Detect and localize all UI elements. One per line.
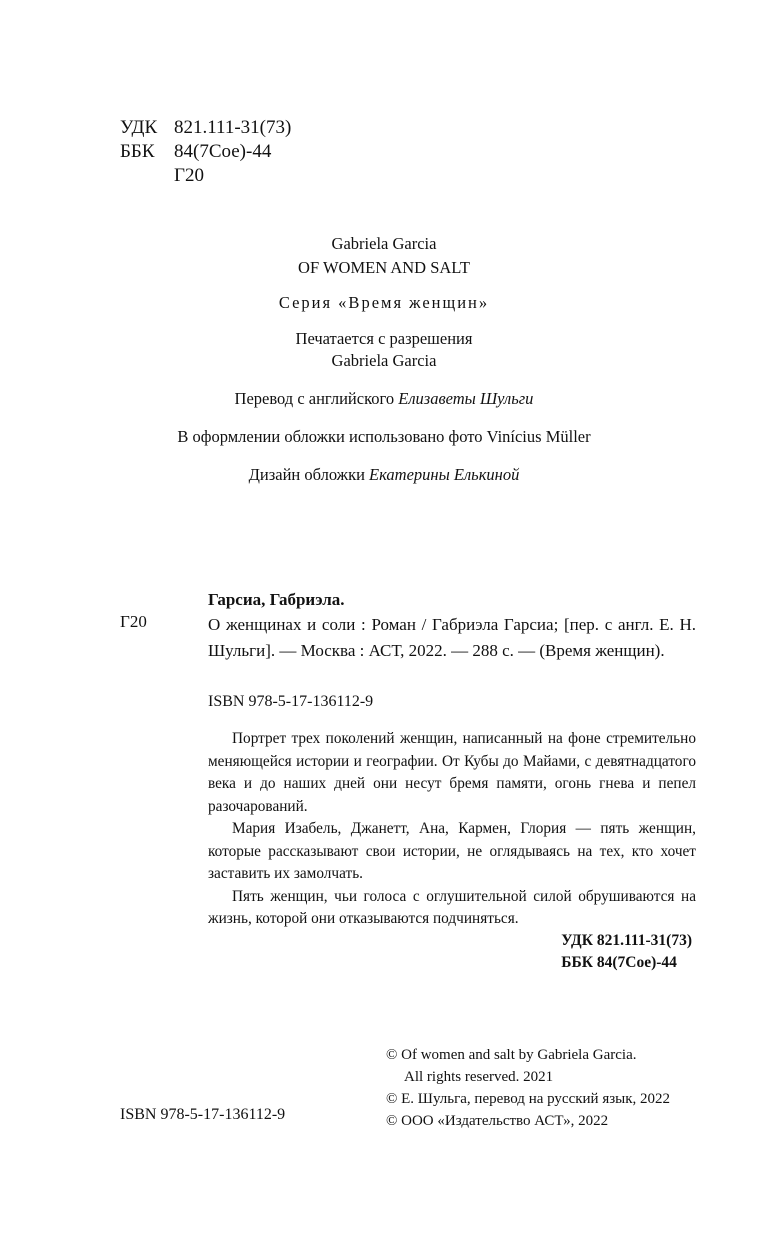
author-mark: Г20	[174, 165, 204, 186]
annotation-paragraph: Пять женщин, чьи голоса с оглушительной силой обрушиваются на жизнь, которой они отказываются подчиняться.	[208, 887, 696, 927]
copyright-block	[386, 1044, 670, 1132]
copyright-line: All rights reserved. 2021	[404, 1069, 554, 1085]
series-line: Серия «Время женщин»	[278, 293, 490, 312]
cover-design-prefix: Дизайн обложки	[248, 465, 370, 484]
original-title: OF WOMEN AND SALT	[298, 258, 470, 277]
udk-code: УДК 821.111-31(73)	[561, 932, 692, 949]
catalog-isbn: ISBN 978-5-17-136112-9	[208, 693, 374, 710]
isbn-bottom: ISBN 978-5-17-136112-9	[120, 1106, 286, 1123]
udk-label: УДК	[120, 117, 158, 138]
bbk-value: 84(7Сое)-44	[174, 141, 272, 162]
permission-line-2: Gabriela Garcia	[331, 351, 437, 370]
catalog-mark: Г20	[120, 612, 147, 631]
catalog-heading: Гарсиа, Габриэла.	[208, 590, 345, 609]
copyright-line: © Е. Шульга, перевод на русский язык, 2022	[386, 1091, 671, 1107]
original-author: Gabriela Garcia	[331, 234, 437, 253]
permission-line-1: Печатается с разрешения	[295, 329, 473, 348]
cover-photo-credit: В оформлении обложки использовано фото Vinícius Müller	[177, 427, 591, 446]
bbk-label: ББК	[120, 141, 155, 162]
copyright-line: © Of women and salt by Gabriela Garcia.	[386, 1047, 637, 1063]
classification-block	[561, 930, 692, 974]
udk-value: 821.111-31(73)	[174, 117, 292, 138]
annotation-paragraph: Мария Изабель, Джанетт, Ана, Кармен, Глория — пять женщин, которые рассказывают свои истории, не оглядываясь на тех, кто хочет заставить их замолчать.	[208, 820, 696, 882]
annotation-paragraph: Портрет трех поколений женщин, написанный на фоне стремительно меняющейся истории и географии. От Кубы до Майами, с девятнадцатого века и до наших дней они несут бремя памяти, огонь гнева и пепел разочарований.	[208, 730, 696, 815]
copyright-line: © ООО «Издательство АСТ», 2022	[386, 1113, 609, 1129]
catalog-description: О женщинах и соли : Роман / Габриэла Гарсиа; [пер. с англ. Е. Н. Шульги]. — Москва : АСТ, 2022. — 288 с. — (Время женщин).	[208, 615, 696, 660]
bbk-code: ББК 84(7Сое)-44	[561, 954, 677, 971]
cover-design-credit	[0, 464, 768, 486]
translation-credit	[0, 388, 768, 410]
annotation	[208, 728, 696, 931]
classification-codes	[120, 116, 291, 188]
cover-designer-name: Екатерины Елькиной	[369, 465, 520, 484]
translation-prefix: Перевод с английского	[234, 389, 399, 408]
translator-name: Елизаветы Шульги	[398, 389, 534, 408]
